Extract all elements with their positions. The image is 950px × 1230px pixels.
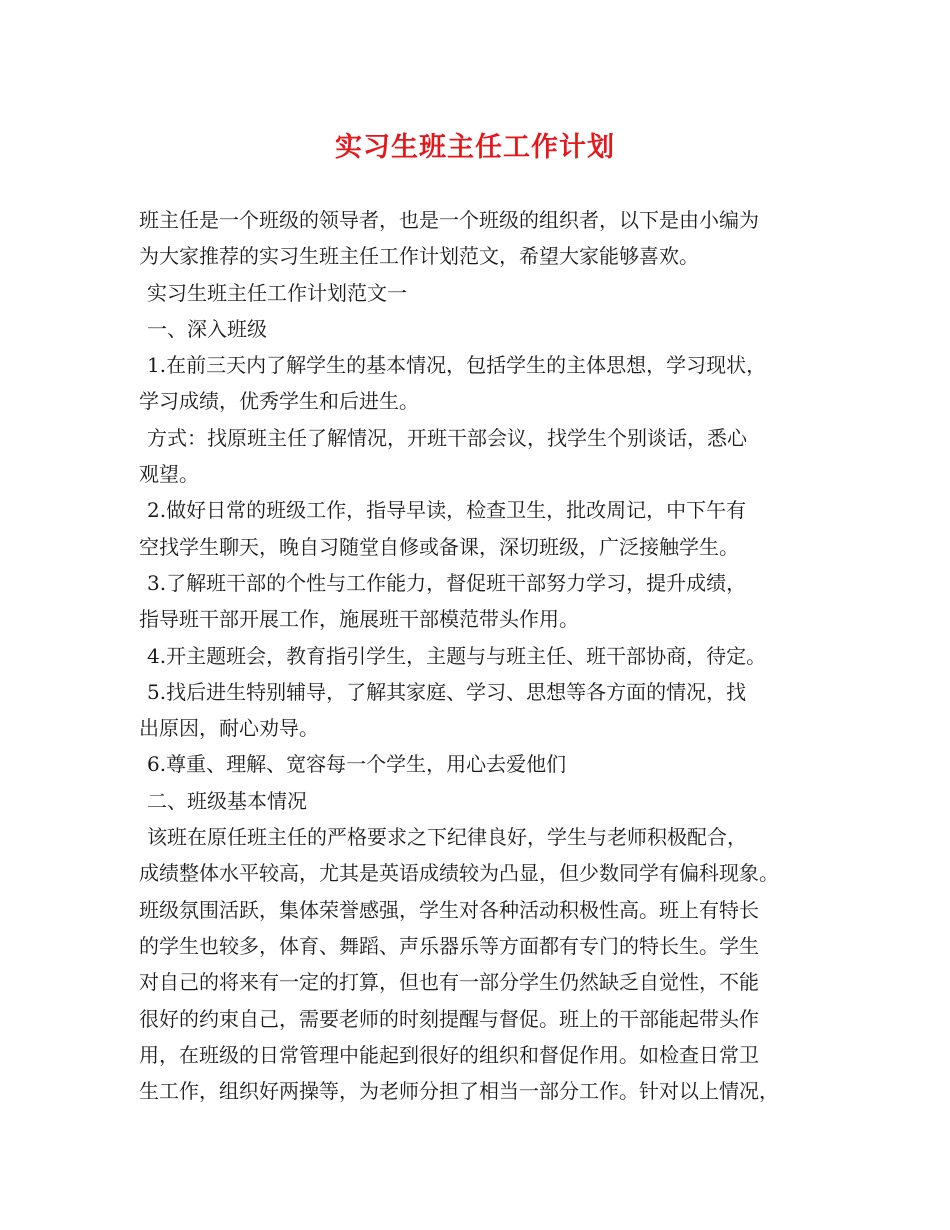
text-line: 空找学生聊天，晚自习随堂自修或备课，深切班级，广泛接触学生。 bbox=[139, 534, 739, 559]
text-line: 用，在班级的日常管理中能起到很好的组织和督促作用。如检查日常卫 bbox=[139, 1042, 759, 1067]
text-line: 生工作，组织好两操等，为老师分担了相当一部分工作。针对以上情况， bbox=[139, 1079, 779, 1104]
text-line: 班级氛围活跃，集体荣誉感强，学生对各种活动积极性高。班上有特长 bbox=[139, 897, 759, 922]
text-line: 4.开主题班会，教育指引学生，主题与与班主任、班干部协商，待定。 bbox=[147, 643, 767, 668]
text-line: 学习成绩，优秀学生和后进生。 bbox=[139, 389, 419, 414]
text-line: 很好的约束自己，需要老师的时刻提醒与督促。班上的干部能起带头作 bbox=[139, 1006, 759, 1031]
text-line: 班主任是一个班级的领导者，也是一个班级的组织者，以下是由小编为 bbox=[139, 208, 759, 232]
text-line: 2.做好日常的班级工作，指导早读，检查卫生，批改周记，中下午有 bbox=[147, 498, 747, 523]
text-line: 3.了解班干部的个性与工作能力，督促班干部努力学习，提升成绩， bbox=[147, 570, 747, 595]
text-line: 二、班级基本情况 bbox=[147, 788, 307, 813]
text-line: 该班在原任班主任的严格要求之下纪律良好，学生与老师积极配合， bbox=[147, 825, 747, 850]
text-line: 一、深入班级 bbox=[147, 316, 267, 341]
text-line: 为大家推荐的实习生班主任工作计划范文，希望大家能够喜欢。 bbox=[139, 244, 699, 269]
text-line: 1.在前三天内了解学生的基本情况，包括学生的主体思想，学习现状， bbox=[147, 353, 767, 378]
text-line: 成绩整体水平较高，尤其是英语成绩较为凸显，但少数同学有偏科现象。 bbox=[139, 861, 779, 886]
text-line: 方式：找原班主任了解情况，开班干部会议，找学生个别谈话，悉心 bbox=[147, 425, 747, 450]
text-line: 6.尊重、理解、宽容每一个学生，用心去爱他们 bbox=[147, 752, 567, 777]
document-body bbox=[139, 202, 813, 1109]
text-line: 观望。 bbox=[139, 462, 199, 487]
text-line: 指导班干部开展工作，施展班干部模范带头作用。 bbox=[139, 607, 579, 632]
text-line: 5.找后进生特别辅导，了解其家庭、学习、思想等各方面的情况，找 bbox=[147, 679, 747, 704]
text-line: 出原因，耐心劝导。 bbox=[139, 716, 319, 741]
text-line: 对自己的将来有一定的打算，但也有一部分学生仍然缺乏自觉性，不能 bbox=[139, 970, 759, 995]
document-title: 实习生班主任工作计划 bbox=[335, 132, 615, 163]
text-line: 的学生也较多，体育、舞蹈、声乐器乐等方面都有专门的特长生。学生 bbox=[139, 933, 759, 958]
text-line: 实习生班主任工作计划范文一 bbox=[147, 280, 407, 305]
